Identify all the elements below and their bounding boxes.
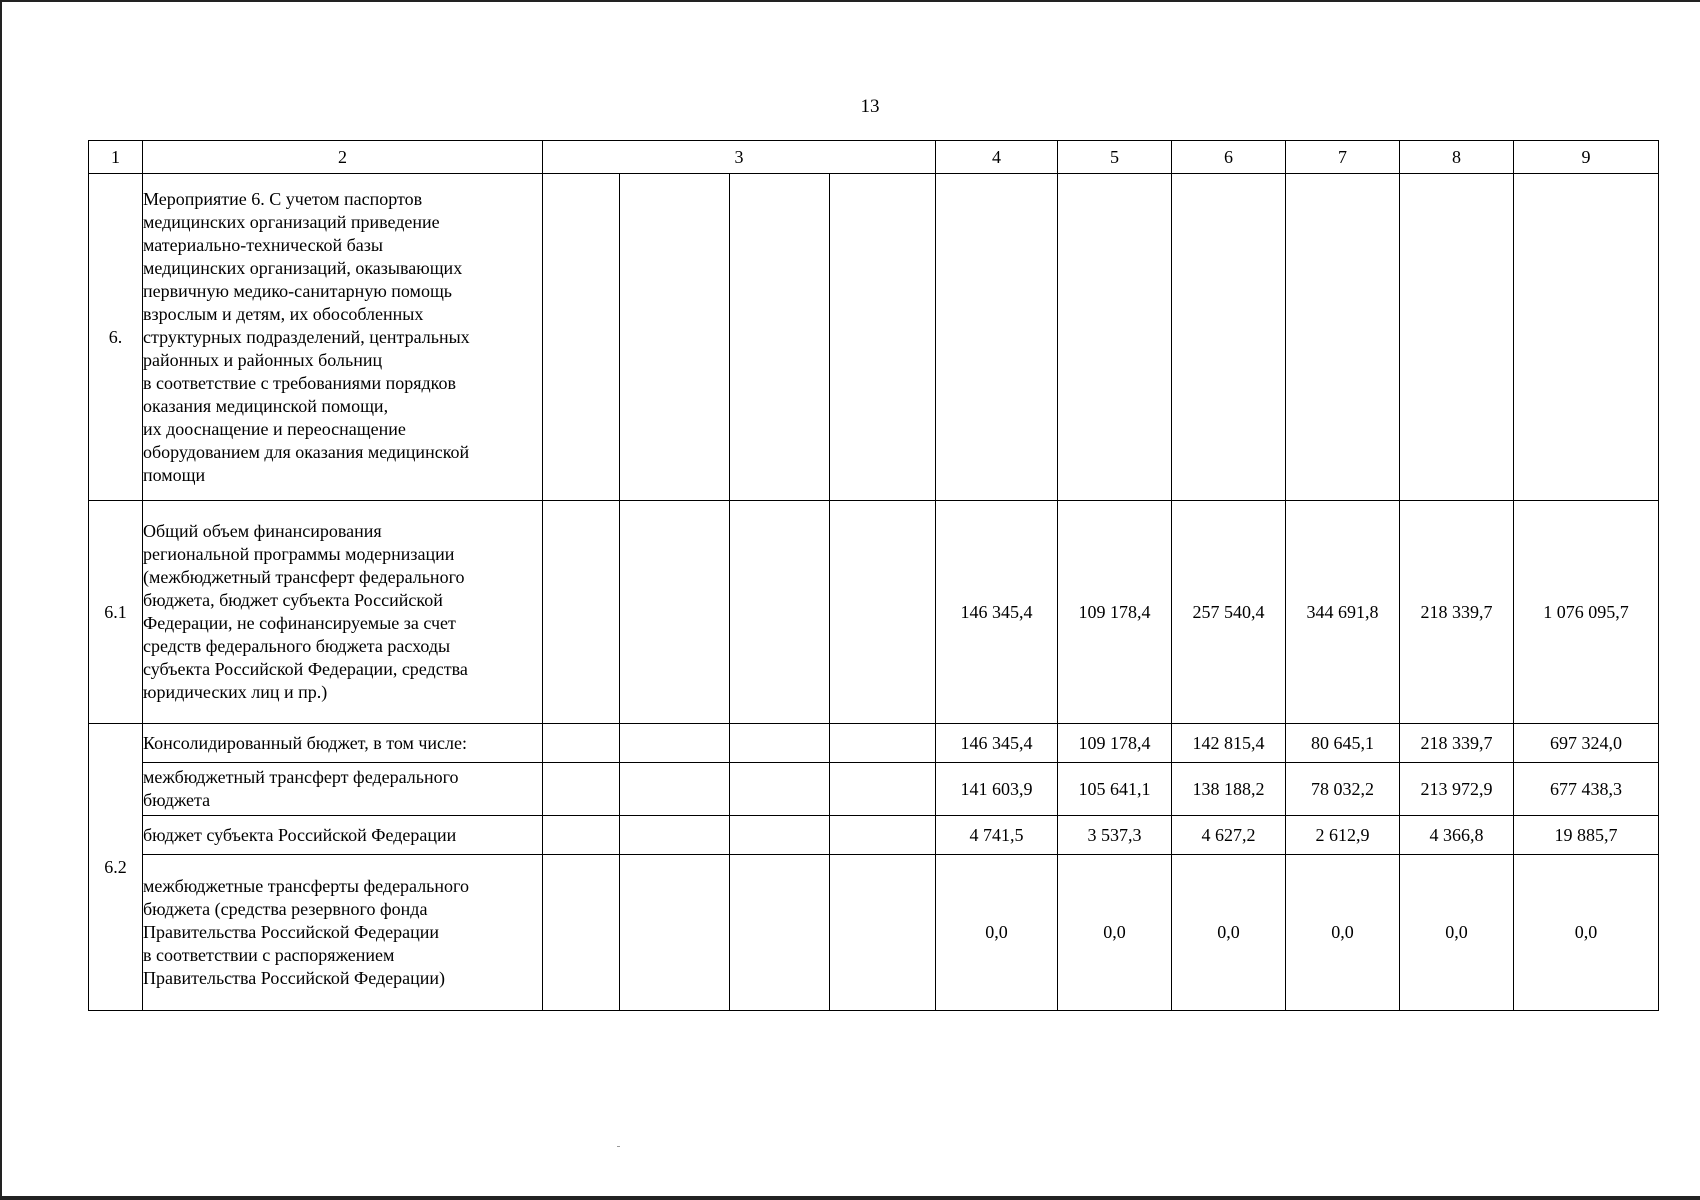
page-number: 13 (860, 96, 880, 117)
description-line: их дооснащение и переоснащение (143, 418, 406, 439)
value-cell: 218 339,7 (1400, 724, 1514, 763)
value-cell: 257 540,4 (1172, 501, 1286, 724)
value-cell: 138 188,2 (1172, 763, 1286, 816)
value-cell: 19 885,7 (1514, 816, 1659, 855)
description-line: бюджета, бюджет субъекта Российской (143, 590, 443, 610)
empty-cell (730, 763, 830, 816)
description-line: бюджета (средства резервного фонда (143, 899, 428, 919)
empty-cell (1058, 174, 1172, 501)
empty-cell (543, 763, 620, 816)
header-cell: 3 (543, 141, 936, 174)
empty-cell (730, 724, 830, 763)
table-row (89, 763, 1659, 816)
empty-cell (543, 724, 620, 763)
value-cell: 4 366,8 (1400, 816, 1514, 855)
value-cell: 109 178,4 (1058, 724, 1172, 763)
value-cell: 0,0 (1286, 855, 1400, 1011)
empty-cell (830, 855, 936, 1011)
description-line: юридических лиц и пр.) (143, 682, 328, 702)
empty-cell (620, 763, 730, 816)
value-cell: 0,0 (1172, 855, 1286, 1011)
empty-cell (730, 855, 830, 1011)
description-line: Мероприятие 6. С учетом паспортов (143, 188, 423, 209)
value-cell: 4 741,5 (936, 816, 1058, 855)
empty-cell (543, 855, 620, 1011)
description-line: оборудованием для оказания медицинской (143, 441, 470, 462)
value-cell: 2 612,9 (1286, 816, 1400, 855)
scan-speck (617, 1146, 620, 1147)
value-cell: 105 641,1 (1058, 763, 1172, 816)
empty-cell (1400, 174, 1514, 501)
row-description (143, 174, 543, 501)
empty-cell (620, 501, 730, 724)
description-line: средств федерального бюджета расходы (143, 636, 451, 656)
header-cell: 7 (1286, 141, 1400, 174)
value-cell: 1 076 095,7 (1514, 501, 1659, 724)
empty-cell (730, 816, 830, 855)
value-cell: 3 537,3 (1058, 816, 1172, 855)
empty-cell (830, 724, 936, 763)
description-line: субъекта Российской Федерации, средства (143, 659, 468, 679)
header-cell: 1 (89, 141, 143, 174)
description-line: помощи (143, 464, 206, 485)
empty-cell (543, 501, 620, 724)
row-description (143, 855, 543, 1011)
empty-cell (730, 501, 830, 724)
value-cell: 218 339,7 (1400, 501, 1514, 724)
row-number: 6.1 (89, 501, 143, 724)
value-cell: 146 345,4 (936, 724, 1058, 763)
value-cell: 142 815,4 (1172, 724, 1286, 763)
value-cell: 0,0 (936, 855, 1058, 1011)
scan-edge-top (0, 0, 1700, 2)
header-cell: 5 (1058, 141, 1172, 174)
value-cell: 146 345,4 (936, 501, 1058, 724)
value-cell: 0,0 (1400, 855, 1514, 1011)
description-line: межбюджетные трансферты федерального (143, 876, 469, 896)
header-cell: 4 (936, 141, 1058, 174)
empty-cell (620, 174, 730, 501)
description-line: районных и районных больниц (143, 349, 383, 370)
table-row (89, 855, 1659, 1011)
header-cell: 9 (1514, 141, 1659, 174)
empty-cell (830, 816, 936, 855)
description-line: бюджета (143, 790, 211, 810)
table-row (89, 724, 1659, 763)
description-line: первичную медико-санитарную помощь (143, 280, 453, 301)
table-row (89, 501, 1659, 724)
value-cell: 80 645,1 (1286, 724, 1400, 763)
empty-cell (830, 501, 936, 724)
empty-cell (830, 174, 936, 501)
value-cell: 213 972,9 (1400, 763, 1514, 816)
description-line: Правительства Российской Федерации) (143, 968, 445, 988)
value-cell: 109 178,4 (1058, 501, 1172, 724)
description-line: медицинских организаций приведение (143, 211, 440, 232)
description-line: в соответствие с требованиями порядков (143, 372, 457, 393)
description-line: межбюджетный трансферт федерального (143, 767, 459, 787)
value-cell: 677 438,3 (1514, 763, 1659, 816)
table-row (89, 816, 1659, 855)
value-cell: 697 324,0 (1514, 724, 1659, 763)
row-description (143, 501, 543, 724)
row-number: 6.2 (89, 724, 143, 1011)
empty-cell (936, 174, 1058, 501)
header-cell: 8 (1400, 141, 1514, 174)
empty-cell (543, 174, 620, 501)
value-cell: 141 603,9 (936, 763, 1058, 816)
value-cell: 4 627,2 (1172, 816, 1286, 855)
description-line: материально-технической базы (143, 234, 383, 255)
scan-edge-left (0, 0, 2, 1200)
header-row (89, 141, 1659, 174)
value-cell: 0,0 (1514, 855, 1659, 1011)
description-line: взрослым и детям, их обособленных (143, 303, 424, 324)
header-cell: 6 (1172, 141, 1286, 174)
value-cell: 78 032,2 (1286, 763, 1400, 816)
row-description: Консолидированный бюджет, в том числе: (143, 724, 543, 763)
header-cell: 2 (143, 141, 543, 174)
empty-cell (620, 724, 730, 763)
description-line: Правительства Российской Федерации (143, 922, 439, 942)
description-line: в соответствии с распоряжением (143, 945, 395, 965)
empty-cell (730, 174, 830, 501)
value-cell: 344 691,8 (1286, 501, 1400, 724)
description-line: (межбюджетный трансферт федерального (143, 567, 465, 587)
description-line: структурных подразделений, центральных (143, 326, 470, 347)
table-row (89, 174, 1659, 501)
empty-cell (620, 816, 730, 855)
description-line: медицинских организаций, оказывающих (143, 257, 463, 278)
description-line: Федерации, не софинансируемые за счет (143, 613, 456, 633)
empty-cell (620, 855, 730, 1011)
empty-cell (1286, 174, 1400, 501)
description-line: Общий объем финансирования (143, 521, 382, 541)
row-number: 6. (89, 174, 143, 501)
row-description: бюджет субъекта Российской Федерации (143, 816, 543, 855)
empty-cell (543, 816, 620, 855)
empty-cell (830, 763, 936, 816)
empty-cell (1172, 174, 1286, 501)
value-cell: 0,0 (1058, 855, 1172, 1011)
empty-cell (1514, 174, 1659, 501)
scan-edge-bottom (0, 1196, 1700, 1200)
description-line: региональной программы модернизации (143, 544, 455, 564)
budget-table (88, 140, 1659, 1011)
description-line: оказания медицинской помощи, (143, 395, 389, 416)
row-description (143, 763, 543, 816)
